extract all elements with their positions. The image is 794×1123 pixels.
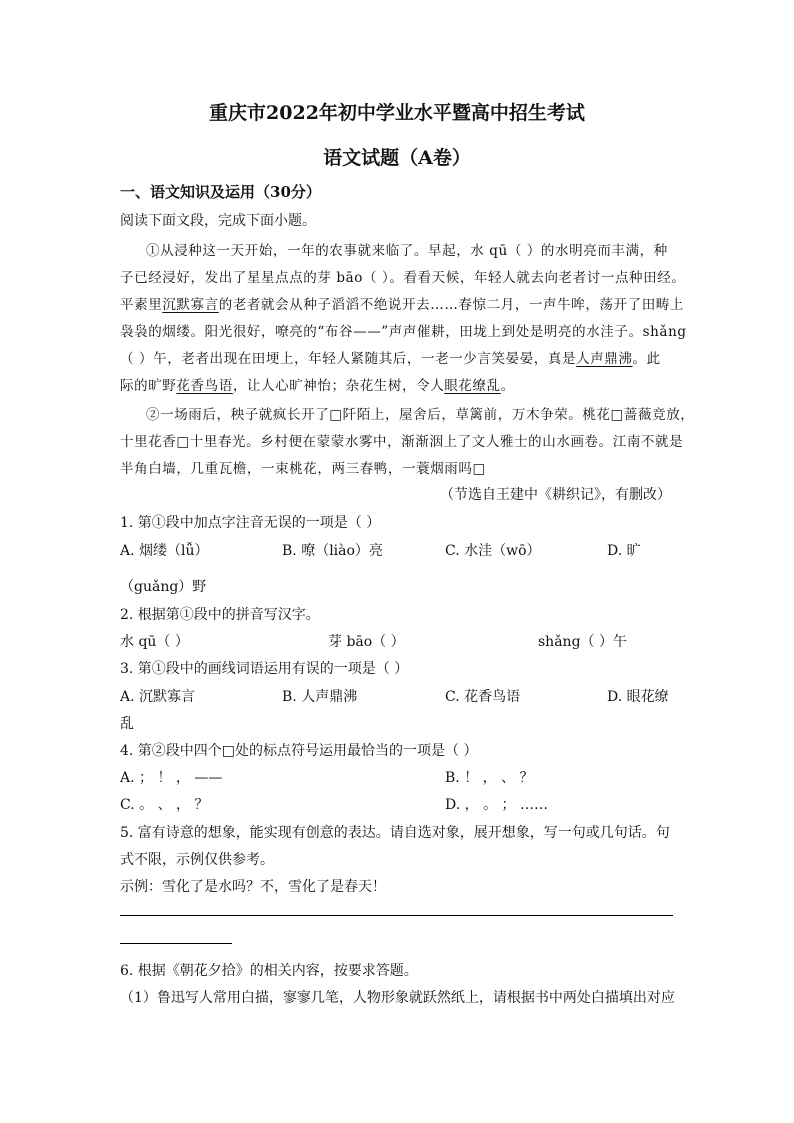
passage-line <box>120 347 661 367</box>
question-1-stem: 1. 第①段中加点字注音无误的一项是（ ） <box>120 515 381 531</box>
exam-title: 重庆市2022年初中学业水平暨高中招生考试 <box>209 102 585 124</box>
underlined-phrase: 人声鼎沸 <box>576 351 633 367</box>
q1-option-d-cont: （guǎng）野 <box>120 579 207 595</box>
passage-line <box>120 293 684 313</box>
underlined-phrase: 沉默寡言 <box>162 297 219 313</box>
passage-text: 际的旷野 <box>120 378 177 394</box>
q3-option-c: C. 花香鸟语 <box>445 689 521 705</box>
q4-option-c: C. 。 、 ， ？ <box>120 797 209 813</box>
question-5-line: 5. 富有诗意的想象，能实现有创意的表达。请自选对象，展开想象，写一句或几句话。句 <box>120 825 670 841</box>
q3-option-a: A. 沉默寡言 <box>120 689 196 705</box>
passage-text: 平素里 <box>120 297 163 313</box>
passage-line: 十里花香□十里春光。乡村便在蒙蒙水雾中，渐渐洇上了文人雅士的山水画卷。江南不就是 <box>120 434 684 450</box>
q4-option-b: B. ！ ， 、 ？ <box>445 770 534 786</box>
passage-source: （节选自王建中《耕织记》，有删改） <box>440 487 671 503</box>
q1-option-d: D. 旷 <box>607 543 641 559</box>
q1-option-b: B. 嘹（liào）亮 <box>282 543 383 559</box>
underlined-phrase: 眼花缭乱 <box>444 378 501 394</box>
passage-text: ，让人心旷神怡；杂花生树，令人 <box>232 378 445 394</box>
q2-blank-2: 芽 bāo（ ） <box>328 634 405 650</box>
reading-instruction: 阅读下面文段，完成下面小题。 <box>120 213 316 229</box>
question-5-example: 示例：雪化了是水吗？不，雪化了是春天！ <box>120 879 386 895</box>
q4-option-d: D. ， 。 ； …… <box>445 797 548 813</box>
underlined-phrase: 花香鸟语 <box>176 378 233 394</box>
q3-option-d-cont: 乱 <box>120 716 134 732</box>
passage-text: 。 <box>500 378 515 394</box>
q1-option-c: C. 水洼（wō） <box>445 543 541 559</box>
question-2-stem: 2. 根据第①段中的拼音写汉字。 <box>120 607 320 623</box>
exam-subtitle: 语文试题（A卷） <box>323 147 471 169</box>
question-4-stem: 4. 第②段中四个□处的标点符号运用最恰当的一项是（ ） <box>120 743 478 759</box>
q3-option-d: D. 眼花缭 <box>607 689 669 705</box>
passage-line: 半角白墙，几重瓦檐，一束桃花，两三春鸭，一蓑烟雨吗□ <box>120 461 486 477</box>
passage-line <box>120 374 515 394</box>
passage-line: 子已经浸好，发出了星星点点的芽 bāo（ ）。看看天候，年轻人就去向老者讨一点种田经。 <box>120 270 686 286</box>
q2-blank-3: shǎng（ ）午 <box>538 634 627 650</box>
passage-line: ①从浸种这一天开始，一年的农事就来临了。早起，水 qū（ ）的水明亮而丰满，种 <box>146 243 668 259</box>
passage-line: 袅袅的烟缕。阳光很好，嘹亮的“布谷——”声声催耕，田垅上到处是明亮的水洼子。shǎng <box>120 324 687 340</box>
q4-option-a: A. ； ！ ， —— <box>120 770 223 786</box>
question-6-stem: 6. 根据《朝花夕拾》的相关内容，按要求答题。 <box>120 963 418 979</box>
question-3-stem: 3. 第①段中的画线词语运用有误的一项是（ ） <box>120 661 409 677</box>
passage-text: （ ）午，老者出现在田埂上，年轻人紧随其后，一老一少言笑晏晏，真是 <box>120 351 577 367</box>
section-heading: 一、语文知识及运用（30分） <box>120 183 321 201</box>
question-6-part-1: （1）鲁迅写人常用白描，寥寥几笔，人物形象就跃然纸上，请根据书中两处白描填出对应 <box>120 990 675 1006</box>
answer-line <box>120 915 673 916</box>
q1-option-a: A. 烟缕（lǚ） <box>120 543 209 559</box>
q2-blank-1: 水 qū（ ） <box>120 634 189 650</box>
short-answer-line <box>120 943 232 944</box>
q3-option-b: B. 人声鼎沸 <box>282 689 358 705</box>
passage-text: 。此 <box>632 351 661 367</box>
passage-text: 的老者就会从种子滔滔不绝说开去……春惊二月，一声牛哞，荡开了田畴上 <box>218 297 685 313</box>
passage-line: ②一场雨后，秧子就疯长开了□阡陌上，屋舍后，草篱前，万木争荣。桃花□蔷薇竞放， <box>146 407 695 423</box>
question-5-line: 式不限，示例仅供参考。 <box>120 852 274 868</box>
